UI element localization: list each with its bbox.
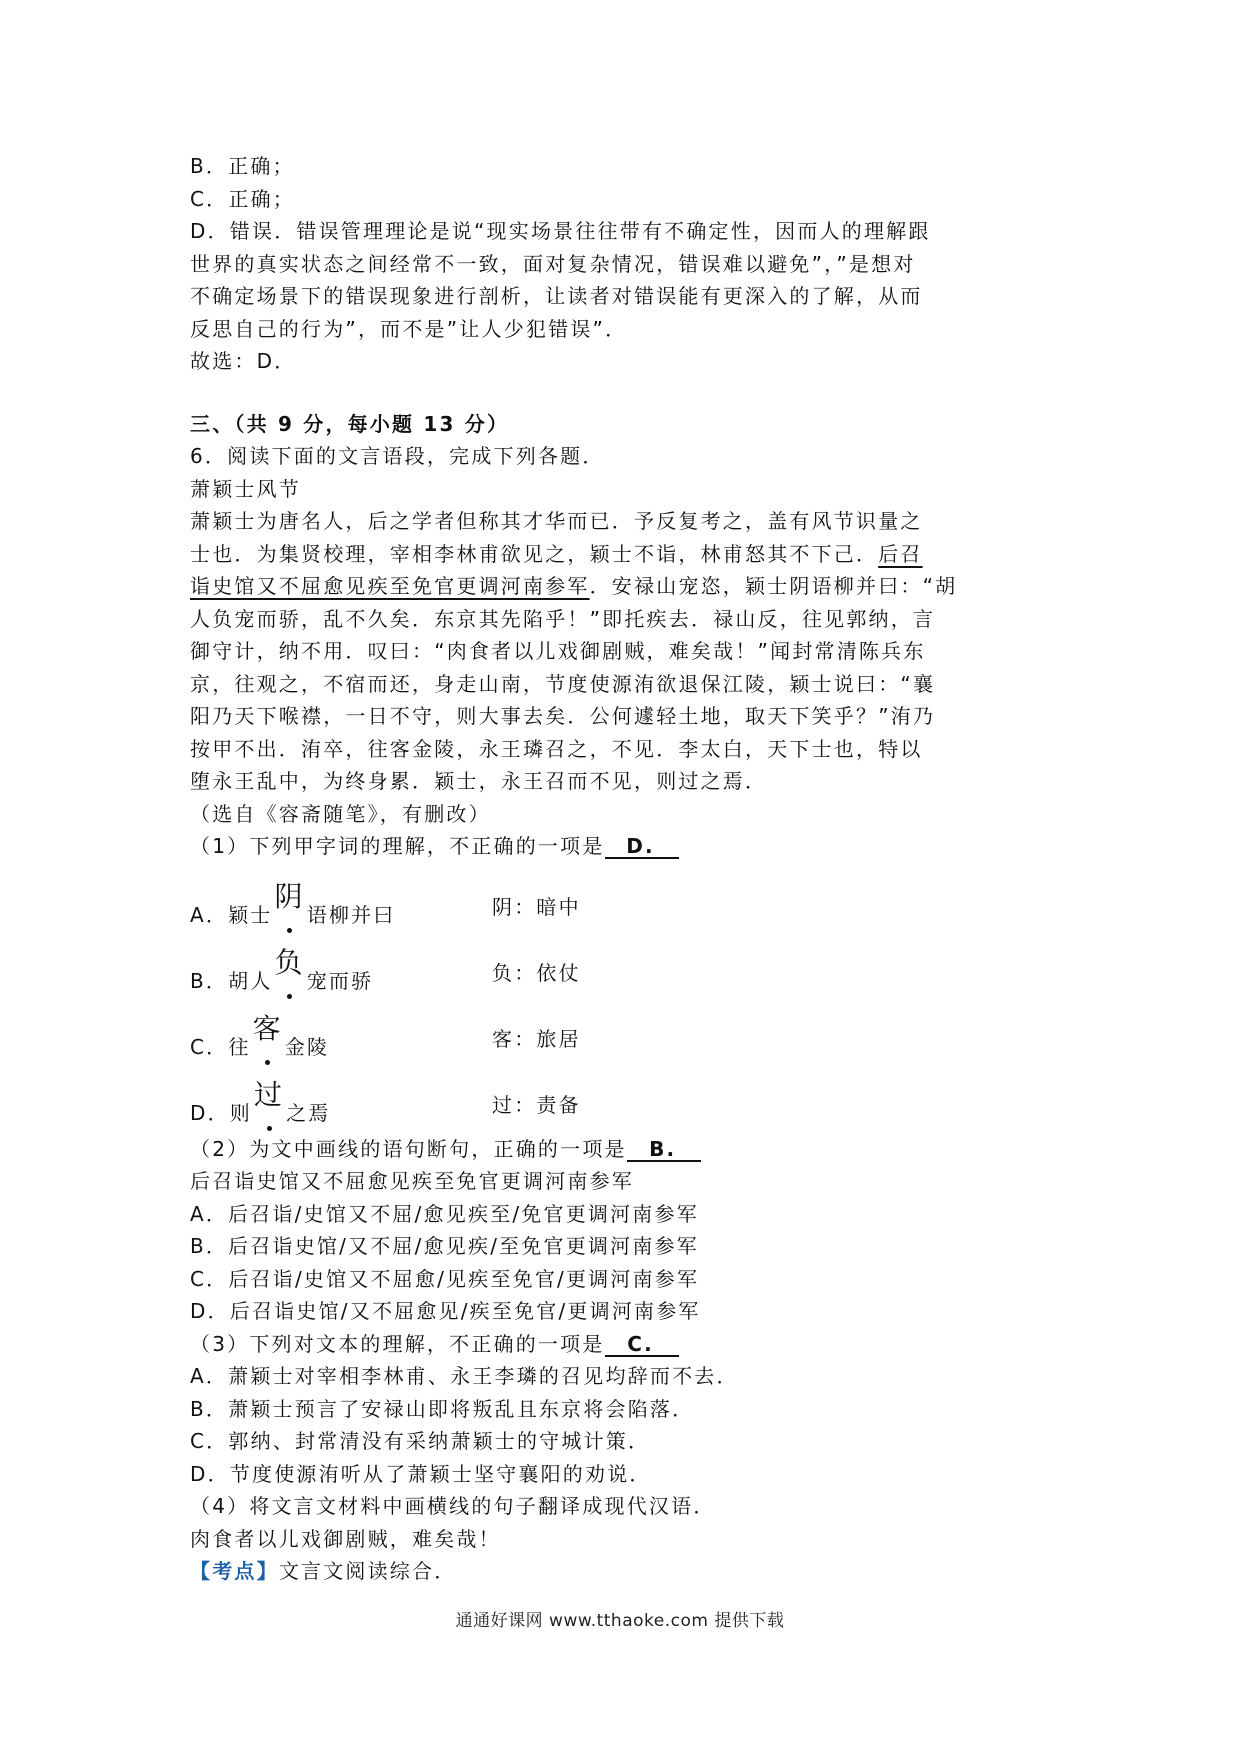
emphasized-char bbox=[254, 1073, 284, 1113]
passage-line bbox=[190, 538, 1060, 571]
kaodian-text: 文言文阅读综合． bbox=[278, 1559, 457, 1583]
question-2-sentence: 后召诣史馆又不屈愈见疾至免官更调河南参军 bbox=[190, 1169, 634, 1193]
emphasized-char bbox=[253, 1007, 283, 1047]
vocab-option-meaning: 过：责备 bbox=[492, 1092, 581, 1117]
option-suffix: 之焉 bbox=[286, 1100, 331, 1125]
question-1-answer: D. bbox=[605, 835, 679, 859]
question-3-option-b: B．萧颖士预言了安禄山即将叛乱且东京将会陷落． bbox=[190, 1396, 695, 1421]
emphasized-char-text: 阴 bbox=[274, 879, 305, 913]
vocab-option-meaning: 客：旅居 bbox=[492, 1026, 581, 1051]
prev-option-d-line2: 世界的真实状态之间经常不一致，面对复杂情况，错误难以避免”，”是想对 bbox=[190, 251, 916, 276]
underlined-sentence: 后召 bbox=[878, 541, 923, 566]
question-1-stem bbox=[190, 830, 1060, 863]
emphasized-char-text: 客 bbox=[252, 1011, 283, 1045]
emphasized-char bbox=[274, 875, 304, 915]
question-2-answer: B. bbox=[627, 1138, 701, 1162]
vocab-option-b bbox=[190, 929, 1060, 995]
spacer bbox=[190, 378, 1060, 408]
question-4-stem: （4）将文言文材料中画横线的句子翻译成现代汉语． bbox=[190, 1494, 716, 1518]
passage-line: 御守计，纳不用．叹曰：“肉食者以儿戏御剧贼，难矣哉！”闻封常清陈兵东 bbox=[190, 639, 926, 663]
passage-line: 京，往观之，不宿而还，身走山南，节度使源洧欲退保江陵，颖士说曰：“襄 bbox=[190, 671, 936, 696]
question-2-option-c: C．后召诣/史馆又不屈愈/见疾至免官/更调河南参军 bbox=[190, 1266, 700, 1291]
emphasized-char bbox=[275, 941, 305, 981]
question-3-option-a: A．萧颖士对宰相李林甫、永王李璘的召见均辞而不去． bbox=[190, 1364, 739, 1388]
option-suffix: 语柳并曰 bbox=[306, 902, 396, 927]
passage-source: （选自《容斋随笔》，有删改） bbox=[190, 801, 491, 826]
question-stem-text: （3）下列对文本的理解，不正确的一项是 bbox=[190, 1331, 605, 1356]
passage-line bbox=[190, 570, 1060, 603]
emphasized-char-text: 过 bbox=[254, 1077, 285, 1111]
passage-title: 萧颖士风节 bbox=[190, 476, 301, 501]
kaodian-tag: 【考点】 bbox=[190, 1559, 279, 1583]
option-prefix: A．颖士 bbox=[190, 902, 273, 927]
prev-option-d-line1: D．错误．错误管理理论是说“现实场景往往带有不确定性，因而人的理解跟 bbox=[190, 219, 931, 243]
prev-option-d-line4: 反思自己的行为”，而不是”让人少犯错误”． bbox=[190, 316, 628, 341]
question-2-option-b: B．后召诣史馆/又不屈/愈见疾/至免官更调河南参军 bbox=[190, 1234, 699, 1258]
question-stem-text: （1）下列甲字词的理解，不正确的一项是 bbox=[190, 834, 605, 858]
vocab-option-meaning: 负：依仗 bbox=[492, 960, 581, 985]
passage-line: 按甲不出．洧卒，往客金陵，永王璘召之，不见．李太白，天下士也，特以 bbox=[190, 736, 923, 761]
question-stem-text: （2）为文中画线的语句断句，正确的一项是 bbox=[190, 1136, 627, 1161]
prev-answer: 故选：D． bbox=[190, 349, 297, 373]
question-2-stem bbox=[190, 1133, 1060, 1166]
question-3-option-d: D．节度使源洧听从了萧颖士坚守襄阳的劝说． bbox=[190, 1461, 652, 1486]
passage-text: 士也．为集贤校理，宰相李林甫欲见之，颖士不诣，林甫怒其不下己． bbox=[190, 541, 879, 566]
kaodian-line bbox=[190, 1555, 1060, 1588]
section-heading: 三、（共 9 分，每小题 13 分） bbox=[190, 411, 510, 436]
question-2-option-a: A．后召诣/史馆又不屈/愈见疾至/免官更调河南参军 bbox=[190, 1201, 699, 1226]
passage-line: 人负宠而骄，乱不久矣．东京其先陷乎！”即托疾去．禄山反，往见郭纳，言 bbox=[190, 606, 936, 631]
passage-text: ．安禄山宠恣，颖士阴语柳并曰：“胡 bbox=[589, 574, 958, 598]
option-suffix: 宠而骄 bbox=[306, 968, 374, 993]
vocab-option-phrase bbox=[190, 1011, 330, 1063]
passage-line: 堕永王乱中，为终身累．颖士，永王召而不见，则过之焉． bbox=[190, 769, 768, 793]
vocab-option-phrase bbox=[190, 945, 374, 997]
page-footer: 通通好课网 www.tthaoke.com 提供下载 bbox=[455, 1611, 785, 1631]
question-3-answer: C. bbox=[605, 1333, 679, 1357]
passage-line: 阳乃天下喉襟，一日不守，则大事去矣．公何遽轻土地，取天下笑乎？”洧乃 bbox=[190, 704, 936, 728]
question-2-option-d: D．后召诣史馆/又不屈愈见/疾至免官/更调河南参军 bbox=[190, 1299, 701, 1323]
option-prefix: B．胡人 bbox=[190, 968, 273, 993]
prev-option-b: B．正确； bbox=[190, 154, 295, 178]
question-3-stem bbox=[190, 1328, 1060, 1361]
vocab-option-c bbox=[190, 995, 1060, 1061]
emphasis-dot bbox=[267, 1126, 272, 1131]
vocab-option-phrase bbox=[190, 879, 396, 931]
option-suffix: 金陵 bbox=[284, 1034, 330, 1059]
vocab-option-phrase bbox=[190, 1077, 331, 1129]
emphasized-char-text: 负 bbox=[274, 945, 305, 979]
underlined-sentence: 诣史馆又不屈愈见疾至免官更调河南参军 bbox=[190, 574, 590, 598]
vocab-option-meaning: 阴：暗中 bbox=[492, 894, 581, 919]
question-4-sentence: 肉食者以儿戏御剧贼，难矣哉！ bbox=[190, 1526, 501, 1551]
option-prefix: D．则 bbox=[190, 1100, 253, 1125]
vocab-option-a bbox=[190, 863, 1060, 929]
question-6-intro: 6．阅读下面的文言语段，完成下列各题． bbox=[190, 444, 605, 468]
option-prefix: C．往 bbox=[190, 1034, 251, 1059]
prev-option-c: C．正确； bbox=[190, 186, 295, 211]
prev-option-d-line3: 不确定场景下的错误现象进行剖析，让读者对错误能有更深入的了解，从而 bbox=[190, 284, 923, 308]
passage-line: 萧颖士为唐名人，后之学者但称其才华而已．予反复考之，盖有风节识量之 bbox=[190, 509, 923, 533]
vocab-option-d bbox=[190, 1061, 1060, 1127]
question-3-option-c: C．郭纳、封常清没有采纳萧颖士的守城计策． bbox=[190, 1429, 651, 1453]
document-content bbox=[190, 150, 1060, 1588]
